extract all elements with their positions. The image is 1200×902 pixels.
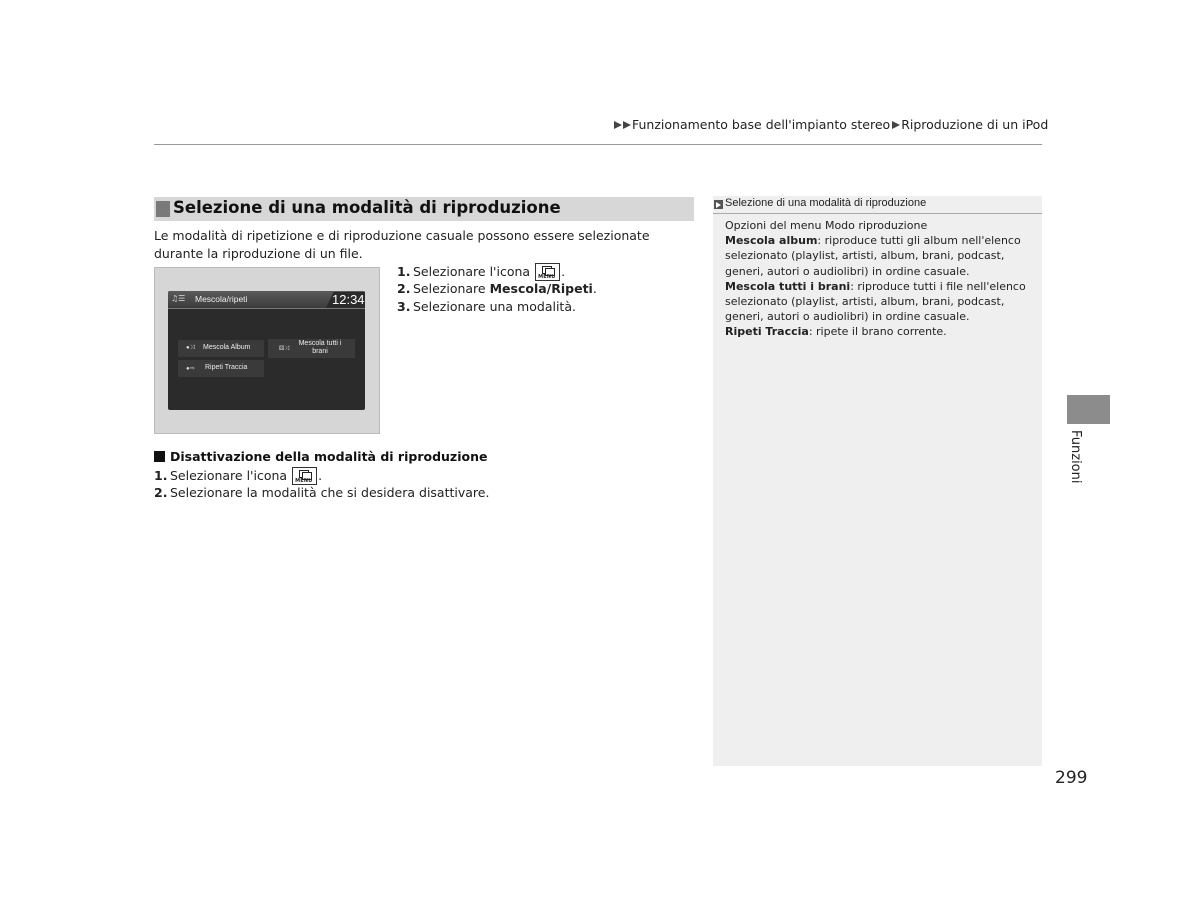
note-desc: : riproduce tutti i file nell'elenco selezionato (playlist, artisti, album, brani, podcast, generi, autori o audiolibri) in ordine casuale. (725, 279, 1026, 324)
step-text: Selezionare una modalità. (413, 299, 576, 314)
note-item (725, 233, 1030, 279)
heading-square-icon (154, 451, 165, 462)
side-note-body (725, 218, 1030, 340)
shuffle-album-label: Mescola Album (203, 344, 251, 351)
step-2 (397, 281, 597, 296)
shuffle-icon: ●⤨ (186, 345, 195, 351)
step-number: 1. (397, 264, 411, 279)
side-note-header (713, 196, 1042, 213)
arrow-icon (892, 121, 900, 129)
repeat-track-button[interactable] (178, 360, 264, 377)
chapter-label: Funzioni (1068, 430, 1083, 484)
repeat-track-label: Ripeti Traccia (205, 364, 248, 371)
step-text-end: . (592, 281, 597, 296)
breadcrumb (614, 117, 1048, 132)
note-intro: Opzioni del menu Modo riproduzione (725, 219, 928, 232)
note-desc: : riproduce tutti gli album nell'elenco selezionato (playlist, artisti, album, brani, podcast, generi, autori o audiolibri) in ordine casuale. (725, 234, 1021, 278)
music-list-icon: ♫☰ (171, 294, 186, 303)
arrow-icon (614, 121, 622, 129)
note-term: Mescola album (725, 234, 818, 248)
sub-step-2 (154, 485, 489, 500)
step-number: 2. (397, 281, 411, 296)
breadcrumb-part2: Riproduzione di un iPod (901, 117, 1049, 132)
section-heading (154, 197, 694, 221)
step-text: Selezionare l'icona (170, 468, 288, 483)
repeat-icon: ●⇨ (186, 366, 195, 372)
step-number: 3. (397, 299, 411, 314)
menu-icon: MENU (535, 263, 560, 281)
note-term: Mescola tutti i brani (725, 279, 851, 293)
step-3 (397, 299, 576, 314)
step-text: Selezionare la modalità che si desidera disattivare. (170, 485, 490, 500)
heading-square-icon (156, 201, 170, 217)
side-note-title: Selezione di una modalità di riproduzione (725, 197, 927, 209)
screen-title: Mescola/ripeti (195, 294, 248, 304)
page-number: 299 (1055, 768, 1088, 788)
subsection-title: Disattivazione della modalità di riproduzione (170, 449, 488, 464)
note-item (725, 279, 1030, 325)
note-desc: : ripete il brano corrente. (808, 325, 947, 339)
header-divider (154, 144, 1042, 145)
step-number: 2. (154, 485, 168, 500)
arrow-icon (623, 121, 631, 129)
side-note-divider (713, 213, 1042, 214)
chapter-tab (1067, 395, 1110, 424)
step-number: 1. (154, 468, 168, 483)
subsection-heading (154, 449, 487, 464)
shuffle-album-button[interactable] (178, 340, 264, 357)
screen-clock: 12:34 (332, 292, 365, 307)
step-bold-text: Mescola/Ripeti (489, 281, 593, 296)
section-title: Selezione di una modalità di riproduzione (173, 198, 561, 217)
step-text: Selezionare (413, 281, 490, 296)
shuffle-all-button[interactable] (268, 339, 355, 358)
shuffle-all-label: Mescola tutti i brani (298, 340, 342, 355)
note-item (725, 324, 1030, 339)
breadcrumb-part1: Funzionamento base dell'impianto stereo (632, 117, 891, 132)
section-intro: Le modalità di ripetizione e di riproduzione casuale possono essere selezionate durante la riproduzione di un file. (154, 228, 650, 261)
sub-step-1: 1. Selezionare l'icona MENU . (154, 468, 323, 484)
note-arrow-icon (714, 200, 723, 209)
menu-icon: MENU (292, 467, 317, 485)
step-text: Selezionare l'icona (413, 264, 531, 279)
audio-screen (168, 291, 365, 410)
step-1: 1. Selezionare l'icona MENU . (397, 264, 566, 280)
note-term: Ripeti Traccia (725, 325, 809, 339)
shuffle-icon: ⚄⤨ (279, 346, 290, 352)
